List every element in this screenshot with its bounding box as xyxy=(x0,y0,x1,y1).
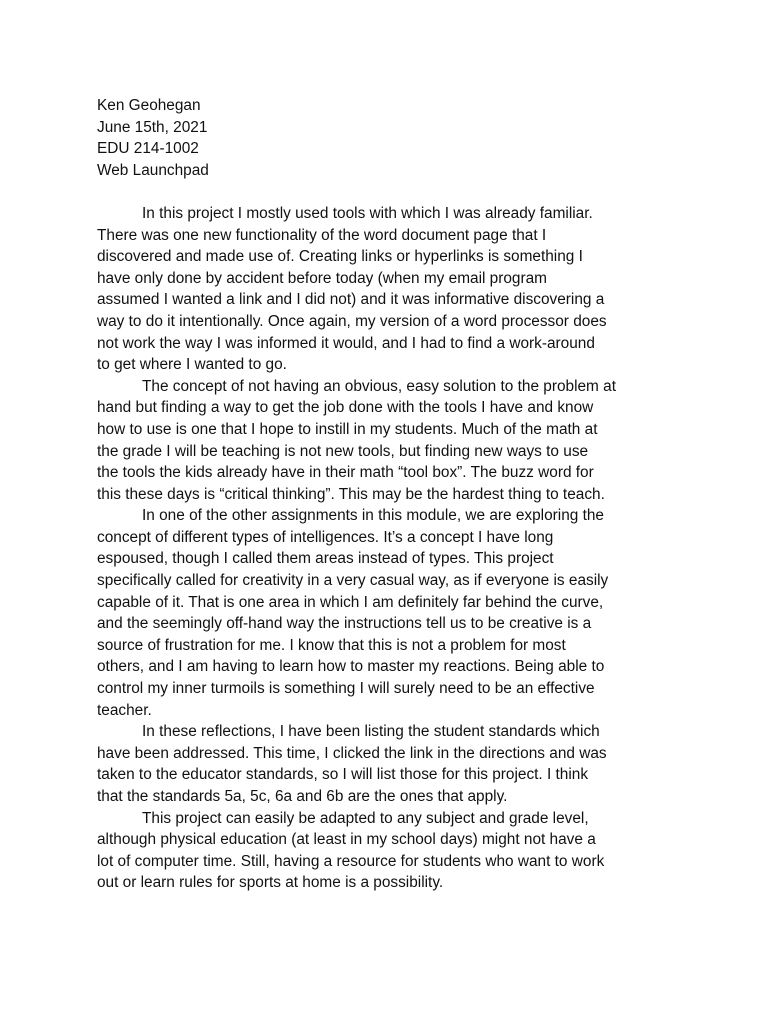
text-line: lot of computer time. Still, having a resource for students who want to work xyxy=(97,852,605,870)
text-line: The concept of not having an obvious, easy solution to the problem at xyxy=(142,377,616,395)
paragraph xyxy=(97,203,697,376)
text-line: In these reflections, I have been listing the student standards which xyxy=(142,723,600,741)
text-line: hand but finding a way to get the job done with the tools I have and know xyxy=(97,399,594,417)
text-line: and the seemingly off-hand way the instructions tell us to be creative is a xyxy=(97,615,592,633)
text-line: source of frustration for me. I know that this is not a problem for most xyxy=(97,636,566,654)
text-line: In this project I mostly used tools with which I was already familiar. xyxy=(142,204,593,222)
text-line: taken to the educator standards, so I will list those for this project. I think xyxy=(97,766,589,784)
author-name: Ken Geohegan xyxy=(97,97,201,114)
text-line: espoused, though I called them areas instead of types. This project xyxy=(97,550,554,568)
course-code: EDU 214-1002 xyxy=(97,140,199,158)
text-line: out or learn rules for sports at home is a possibility. xyxy=(97,874,444,892)
document-body xyxy=(97,95,697,894)
header-spacer xyxy=(97,181,697,203)
text-line: have only done by accident before today (when my email program xyxy=(97,269,547,287)
paragraph xyxy=(97,721,697,807)
text-line: way to do it intentionally. Once again, my version of a word processor does xyxy=(97,312,607,330)
text-line: specifically called for creativity in a very casual way, as if everyone is easily xyxy=(97,572,609,590)
text-line: that the standards 5a, 5c, 6a and 6b are the ones that apply. xyxy=(97,788,508,805)
text-line: others, and I am having to learn how to master my reactions. Being able to xyxy=(97,658,605,676)
text-line: the grade I will be teaching is not new tools, but finding new ways to use xyxy=(97,442,589,460)
text-line: to get where I wanted to go. xyxy=(97,356,287,374)
paragraph xyxy=(97,808,697,894)
paragraph xyxy=(97,376,697,506)
text-line: have been addressed. This time, I clicked the link in the directions and was xyxy=(97,744,607,762)
document-date: June 15th, 2021 xyxy=(97,118,208,136)
paragraph xyxy=(97,505,697,721)
text-line: discovered and made use of. Creating links or hyperlinks is something I xyxy=(97,248,583,266)
text-line: not work the way I was informed it would, and I had to find a work-around xyxy=(97,334,595,352)
text-line: the tools the kids already have in their math “tool box”. The buzz word for xyxy=(97,464,594,482)
text-line: concept of different types of intelligences. It’s a concept I have long xyxy=(97,528,554,546)
text-line: This project can easily be adapted to any subject and grade level, xyxy=(142,809,589,827)
text-line: control my inner turmoils is something I will surely need to be an effective xyxy=(97,680,595,698)
text-line: There was one new functionality of the word document page that I xyxy=(97,226,547,244)
reflection-text xyxy=(97,203,697,894)
text-line: this these days is “critical thinking”. This may be the hardest thing to teach. xyxy=(97,485,605,503)
text-line: assumed I wanted a link and I did not) and it was informative discovering a xyxy=(97,291,605,309)
text-line: teacher. xyxy=(97,701,152,719)
text-line: capable of it. That is one area in which I am definitely far behind the curve, xyxy=(97,593,604,611)
text-line: how to use is one that I hope to instill in my students. Much of the math at xyxy=(97,420,598,438)
assignment-title: Web Launchpad xyxy=(97,161,209,179)
text-line: although physical education (at least in my school days) might not have a xyxy=(97,831,596,849)
text-line: In one of the other assignments in this module, we are exploring the xyxy=(142,507,604,525)
